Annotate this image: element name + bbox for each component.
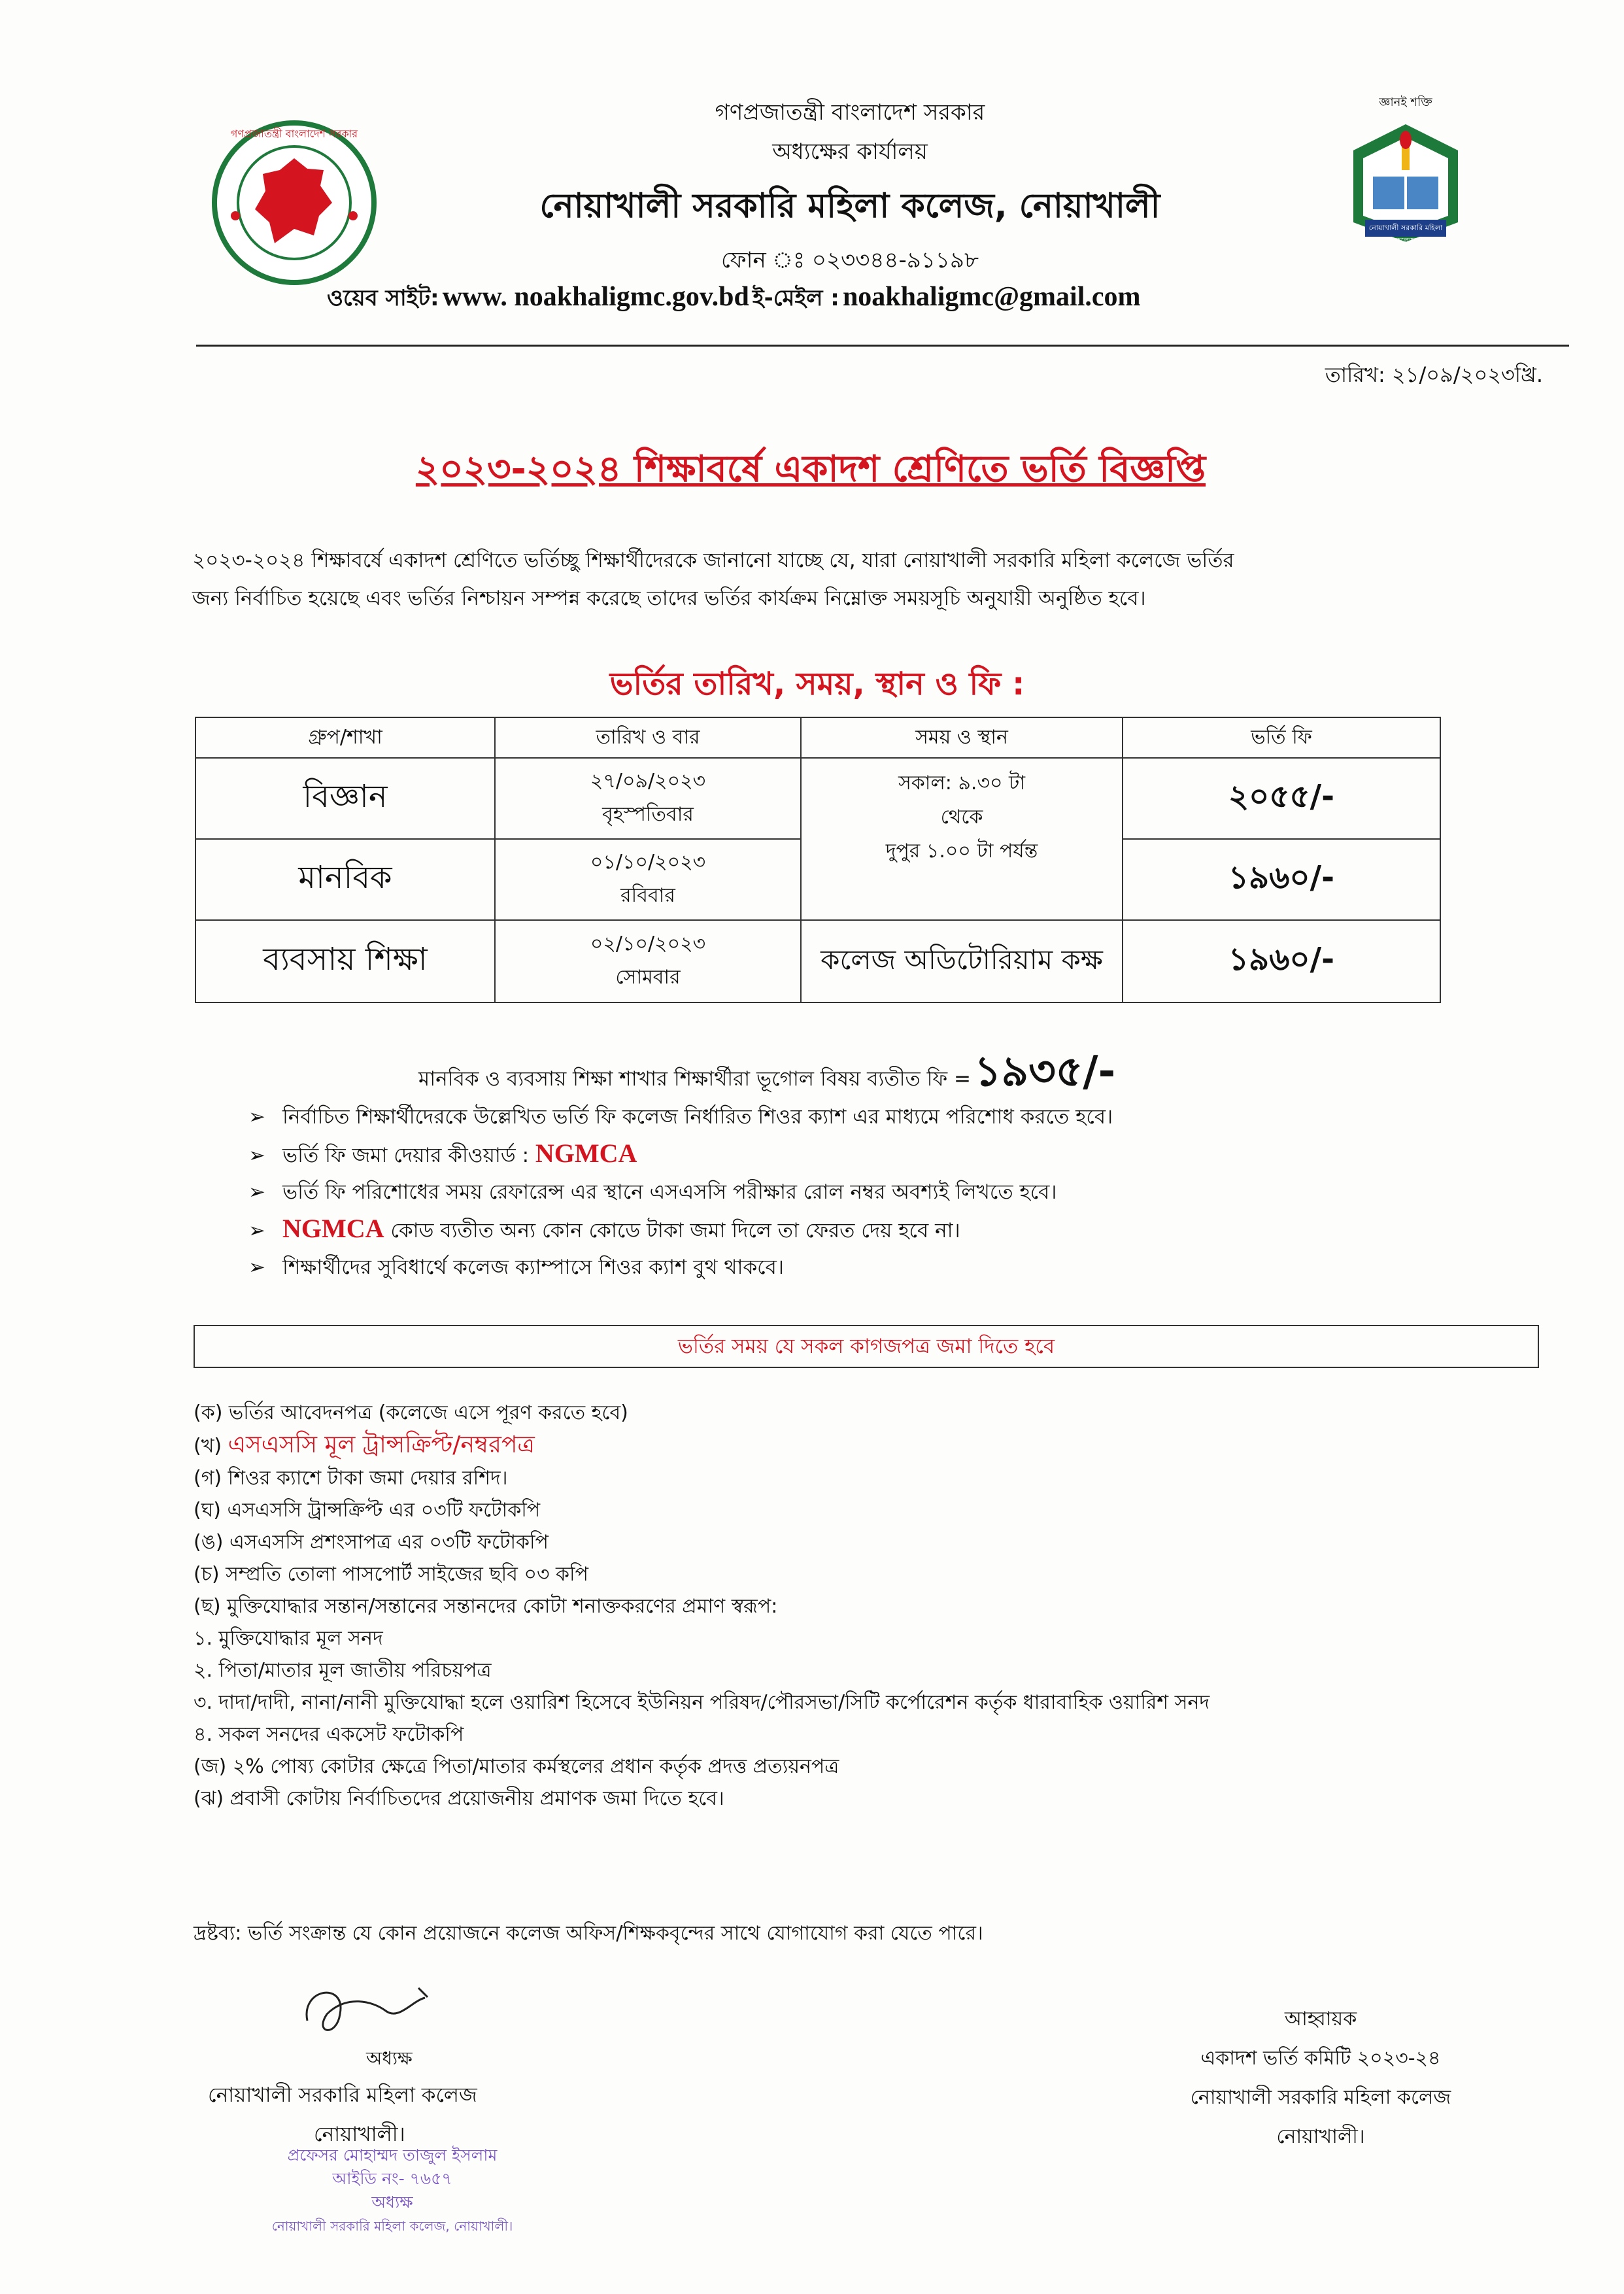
principal-title: অধ্যক্ষ bbox=[366, 2047, 413, 2069]
list-item: (চ) সম্প্রতি তোলা পাসপোর্ট সাইজের ছবি ০৩ কপি bbox=[194, 1563, 588, 1586]
fee-business: ১৯৬০/- bbox=[1123, 920, 1440, 1002]
group-business: ব্যবসায় শিক্ষা bbox=[195, 920, 495, 1002]
contact-line bbox=[327, 281, 1438, 318]
college-logo-name: নোয়াখালী সরকারি মহিলা কলেজ bbox=[1368, 224, 1443, 245]
group-science: বিজ্ঞান bbox=[195, 758, 495, 839]
email-label: ই-মেইল : bbox=[752, 285, 839, 311]
place-cell: কলেজ অডিটোরিয়াম কক্ষ bbox=[801, 920, 1123, 1002]
date-cell bbox=[495, 758, 801, 839]
header-fee: ভর্তি ফি bbox=[1123, 717, 1440, 758]
stamp-college: নোয়াখালী সরকারি মহিলা কলেজ, নোয়াখালী। bbox=[271, 2218, 513, 2234]
arrow-bullet-icon: ➢ bbox=[248, 1105, 265, 1129]
arrow-bullet-icon: ➢ bbox=[248, 1180, 265, 1204]
table-row bbox=[195, 920, 1440, 1002]
day-value: রবিবার bbox=[620, 884, 675, 907]
table-row bbox=[195, 758, 1440, 839]
fee-table bbox=[195, 717, 1441, 1003]
intro-line-2: জন্য নির্বাচিত হয়েছে এবং ভর্তির নিশ্চায়ন সম্পন্ন করেছে তাদের ভর্তির কার্যক্রম নিম্নোক্ত সময়সূচি অনুযায়ী অনুষ্ঠিত হবে। bbox=[192, 587, 1146, 610]
list-item bbox=[248, 1135, 1491, 1174]
group-humanities: মানবিক bbox=[195, 839, 495, 920]
principal-stamp bbox=[196, 2144, 588, 2238]
list-item: (ক) ভর্তির আবেদনপত্র (কলেজে এসে পূরণ করতে হবে) bbox=[194, 1401, 628, 1424]
list-item: ৩. দাদা/দাদী, নানা/নানী মুক্তিযোদ্ধা হলে ওয়ারিশ হিসেবে ইউনিয়ন পরিষদ/পৌরসভা/সিটি কর্পোরেশন কর্তৃক ধারাবাহিক ওয়ারিশ সনদ bbox=[194, 1691, 1210, 1714]
bullet-text: নির্বাচিত শিক্ষার্থীদেরকে উল্লেখিত ভর্তি ফি কলেজ নির্ধারিত শিওর ক্যাশ এর মাধ্যমে পরিশোধ করতে হবে। bbox=[282, 1105, 1113, 1129]
list-item: ৪. সকল সনদের একসেট ফটোকপি bbox=[194, 1723, 464, 1746]
item-highlight: এসএসসি মূল ট্রান্সক্রিপ্ট/নম্বরপত্র bbox=[228, 1431, 535, 1458]
item-prefix: (খ) bbox=[194, 1435, 222, 1458]
time-to: থেকে bbox=[940, 806, 983, 829]
convener-block bbox=[1125, 2000, 1517, 2157]
time-start: সকাল: ৯.৩০ টা bbox=[898, 772, 1026, 795]
intro-line-1: ২০২৩-২০২৪ শিক্ষাবর্ষে একাদশ শ্রেণিতে ভর্তিচ্ছু শিক্ষার্থীদেরকে জানানো যাচ্ছে যে, যারা নোয়াখালী সরকারি মহিলা কলেজে ভর্তির bbox=[192, 549, 1234, 572]
header-time-place: সময় ও স্থান bbox=[801, 717, 1123, 758]
website-link[interactable]: www. noakhaligmc.gov.bd bbox=[442, 282, 749, 312]
header-divider bbox=[196, 345, 1569, 347]
header-date: তারিখ ও বার bbox=[495, 717, 801, 758]
time-end: দুপুর ১.০০ টা পর্যন্ত bbox=[885, 840, 1038, 863]
govt-seal-text: গণপ্রজাতন্ত্রী বাংলাদেশ সরকার bbox=[230, 128, 358, 140]
convener-committee: একাদশ ভর্তি কমিটি ২০২৩-২৪ bbox=[1200, 2047, 1441, 2070]
date-cell bbox=[495, 839, 801, 920]
arrow-bullet-icon: ➢ bbox=[248, 1219, 265, 1242]
list-item: (ঝ) প্রবাসী কোটায় নির্বাচিতদের প্রয়োজনীয় প্রমাণক জমা দিতে হবে। bbox=[194, 1787, 724, 1810]
list-item: ২. পিতা/মাতার মূল জাতীয় পরিচয়পত্র bbox=[194, 1659, 492, 1682]
notice-date: তারিখ: ২১/০৯/২০২৩খ্রি. bbox=[1325, 362, 1543, 387]
principal-college: নোয়াখালী সরকারি মহিলা কলেজ bbox=[208, 2083, 477, 2107]
keyword-value: NGMCA bbox=[535, 1138, 637, 1168]
govt-seal-logo bbox=[209, 118, 379, 288]
bullet-text: শিক্ষার্থীদের সুবিধার্থে কলেজ ক্যাম্পাসে শিওর ক্যাশ বুথ থাকবে। bbox=[282, 1256, 784, 1279]
table-header-row bbox=[195, 717, 1440, 758]
list-item: (ঙ) এসএসসি প্রশংসাপত্র এর ০৩টি ফটোকপি bbox=[194, 1531, 549, 1554]
date-value: ২৭/০৯/২০২৩ bbox=[590, 770, 706, 793]
list-item bbox=[194, 1429, 1566, 1462]
fee-science: ২০৫৫/- bbox=[1123, 758, 1440, 839]
bullet-text: কোড ব্যতীত অন্য কোন কোডে টাকা জমা দিলে তা ফেরত দেয় হবে না। bbox=[390, 1219, 960, 1242]
fee-note-amount: ১৯৩৫/- bbox=[974, 1048, 1116, 1096]
arrow-bullet-icon: ➢ bbox=[248, 1256, 265, 1279]
stamp-title: অধ্যক্ষ bbox=[371, 2193, 413, 2212]
convener-title: আহ্বায়ক bbox=[1284, 2008, 1357, 2030]
date-value: ০২/১০/২০২৩ bbox=[590, 933, 706, 955]
note-line: দ্রষ্টব্য: ভর্তি সংক্রান্ত যে কোন প্রয়োজনে কলেজ অফিস/শিক্ষকবৃন্দের সাথে যোগাযোগ করা যেতে পারে। bbox=[194, 1922, 983, 1945]
college-logo-motto: জ্ঞানই শক্তি bbox=[1379, 95, 1432, 109]
list-item: ১. মুক্তিযোদ্ধার মূল সনদ bbox=[194, 1627, 383, 1650]
convener-college: নোয়াখালী সরকারি মহিলা কলেজ bbox=[1190, 2086, 1451, 2109]
govt-name: গণপ্রজাতন্ত্রী বাংলাদেশ সরকার bbox=[715, 99, 985, 126]
list-item bbox=[248, 1249, 1491, 1286]
fee-note-text: মানবিক ও ব্যবসায় শিক্ষা শাখার শিক্ষার্থীরা ভূগোল বিষয় ব্যতীত ফি = bbox=[418, 1067, 972, 1091]
stamp-name: প্রফেসর মোহাম্মদ তাজুল ইসলাম bbox=[287, 2146, 498, 2165]
day-value: সোমবার bbox=[615, 966, 681, 989]
bullet-text: ভর্তি ফি জমা দেয়ার কীওয়ার্ড : bbox=[282, 1144, 530, 1167]
convener-place: নোয়াখালী। bbox=[1276, 2125, 1365, 2148]
keyword-value: NGMCA bbox=[282, 1214, 384, 1243]
website-label: ওয়েব সাইট: bbox=[327, 285, 439, 311]
list-item: (ছ) মুক্তিযোদ্ধার সন্তান/সন্তানের সন্তানদের কোটা শনাক্তকরণের প্রমাণ স্বরূপ: bbox=[194, 1595, 778, 1618]
principal-place: নোয়াখালী। bbox=[314, 2123, 405, 2146]
list-item bbox=[248, 1099, 1491, 1135]
documents-heading: ভর্তির সময় যে সকল কাগজপত্র জমা দিতে হবে bbox=[194, 1325, 1539, 1368]
time-cell bbox=[801, 758, 1123, 920]
phone-number: ফোন ঃ ০২৩৩৪৪-৯১১৯৮ bbox=[720, 247, 979, 273]
list-item: (গ) শিওর ক্যাশে টাকা জমা দেয়ার রশিদ। bbox=[194, 1467, 508, 1490]
list-item bbox=[248, 1174, 1491, 1210]
list-item bbox=[248, 1210, 1491, 1249]
date-value: ০১/১০/২০২৩ bbox=[590, 851, 706, 874]
documents-list bbox=[194, 1397, 1566, 1815]
fee-humanities: ১৯৬০/- bbox=[1123, 839, 1440, 920]
header-group: গ্রুপ/শাখা bbox=[195, 717, 495, 758]
day-value: বৃহস্পতিবার bbox=[602, 803, 694, 826]
bullet-list bbox=[248, 1099, 1491, 1286]
college-name: নোয়াখালী সরকারি মহিলা কলেজ, নোয়াখালী bbox=[539, 186, 1160, 226]
list-item: (জ) ২% পোষ্য কোটার ক্ষেত্রে পিতা/মাতার কর্মস্থলের প্রধান কর্তৃক প্রদত্ত প্রত্যয়নপত্র bbox=[194, 1755, 839, 1778]
bullet-text: ভর্তি ফি পরিশোধের সময় রেফারেন্স এর স্থানে এসএসসি পরীক্ষার রোল নম্বর অবশ্যই লিখতে হবে। bbox=[282, 1180, 1057, 1204]
schedule-heading: ভর্তির তারিখ, সময়, স্থান ও ফি : bbox=[609, 666, 1025, 702]
arrow-bullet-icon: ➢ bbox=[248, 1144, 265, 1167]
list-item: (ঘ) এসএসসি ট্রান্সক্রিপ্ট এর ০৩টি ফটোকপি bbox=[194, 1499, 541, 1522]
stamp-id: আইডি নং- ৭৬৫৭ bbox=[332, 2169, 452, 2188]
principal-signature bbox=[288, 1975, 458, 2047]
notice-title: ২০২৩-২০২৪ শিক্ষাবর্ষে একাদশ শ্রেণিতে ভর্তি বিজ্ঞপ্তি bbox=[415, 448, 1206, 490]
email-link[interactable]: noakhaligmc@gmail.com bbox=[842, 282, 1141, 312]
office-name: অধ্যক্ষের কার্যালয় bbox=[772, 139, 928, 165]
date-cell bbox=[495, 920, 801, 1002]
